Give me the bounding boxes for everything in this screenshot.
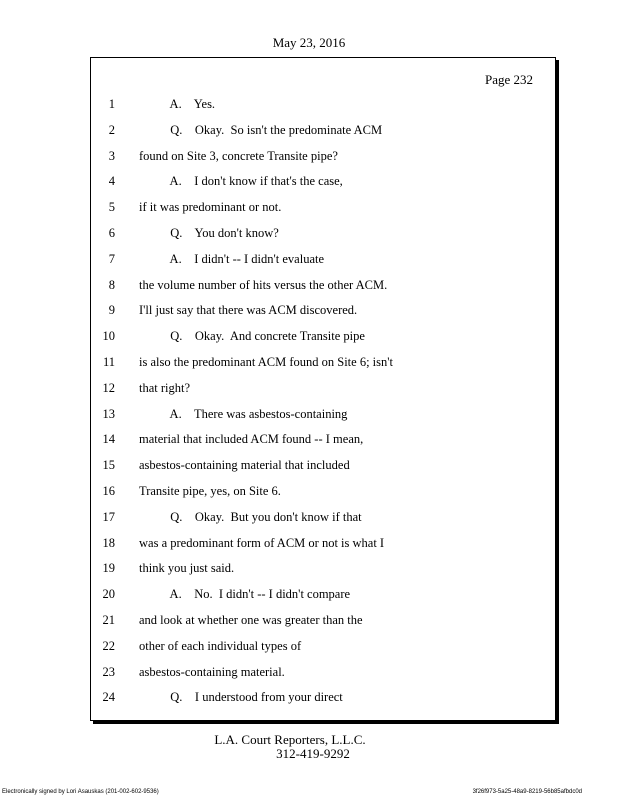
line-text: Q. I understood from your direct bbox=[139, 690, 343, 705]
line-number: 16 bbox=[102, 484, 115, 498]
line-number: 23 bbox=[102, 664, 115, 679]
line-text: I'll just say that there was ACM discovered. bbox=[139, 303, 358, 318]
transcript-page-frame bbox=[90, 57, 556, 721]
line-text: A. There was asbestos-containing bbox=[139, 406, 348, 421]
transcript-line bbox=[91, 636, 555, 656]
line-number: 2 bbox=[108, 122, 115, 137]
line-text: Q. Okay. And concrete Transite pipe bbox=[139, 329, 365, 344]
transcript-line bbox=[91, 300, 555, 320]
transcript-line bbox=[91, 378, 555, 398]
line-text: think you just said. bbox=[139, 561, 235, 576]
line-number: 5 bbox=[108, 200, 115, 215]
line-text: that right? bbox=[139, 380, 191, 395]
line-text: A. I don't know if that's the case, bbox=[139, 174, 343, 189]
line-number: 14 bbox=[102, 432, 115, 447]
line-number: 1 bbox=[108, 97, 115, 111]
line-number: 21 bbox=[102, 613, 115, 627]
line-number: 22 bbox=[102, 638, 115, 653]
electronic-signature-note: Electronically signed by Lori Asauskas (201-002-602-9536) bbox=[2, 789, 159, 795]
line-text: the volume number of hits versus the other ACM. bbox=[139, 277, 388, 292]
court-reporter-phone: 312-419-9292 bbox=[276, 746, 350, 761]
line-number: 10 bbox=[102, 329, 115, 344]
transcript-line bbox=[91, 249, 555, 269]
page-number: Page 232 bbox=[484, 72, 533, 87]
transcript-line bbox=[91, 558, 555, 578]
line-number: 12 bbox=[102, 380, 115, 395]
transcript-line bbox=[91, 197, 555, 217]
transcript-line bbox=[91, 662, 555, 682]
transcript-line bbox=[91, 584, 555, 604]
line-text: Q. Okay. So isn't the predominate ACM bbox=[139, 122, 383, 137]
transcript-line bbox=[91, 171, 555, 191]
court-reporter-name: L.A. Court Reporters, L.L.C. bbox=[214, 732, 366, 747]
line-text: other of each individual types of bbox=[139, 638, 302, 653]
line-number: 13 bbox=[102, 406, 115, 421]
transcript-line bbox=[91, 507, 555, 527]
line-text: found on Site 3, concrete Transite pipe? bbox=[139, 148, 338, 163]
transcript-line bbox=[91, 223, 555, 243]
line-number: 18 bbox=[102, 535, 115, 550]
line-text: asbestos-containing material that included bbox=[139, 458, 350, 473]
line-number: 3 bbox=[108, 148, 115, 163]
line-number: 4 bbox=[108, 174, 115, 189]
line-number: 6 bbox=[108, 226, 115, 240]
line-number: 7 bbox=[108, 251, 115, 266]
line-text: Transite pipe, yes, on Site 6. bbox=[139, 484, 281, 498]
line-number: 9 bbox=[108, 303, 115, 318]
line-text: if it was predominant or not. bbox=[139, 200, 282, 215]
transcript-line bbox=[91, 275, 555, 295]
line-text: A. I didn't -- I didn't evaluate bbox=[139, 251, 325, 266]
line-number: 20 bbox=[102, 587, 115, 602]
line-number: 24 bbox=[102, 690, 115, 705]
transcript-line bbox=[91, 429, 555, 449]
line-text: A. Yes. bbox=[139, 97, 216, 111]
document-hash: 3f26f973-5a25-48a9-8219-56b85afbdc0d bbox=[472, 789, 582, 795]
transcript-line bbox=[91, 533, 555, 553]
transcript-line bbox=[91, 404, 555, 424]
transcript-line bbox=[91, 610, 555, 630]
transcript-date: May 23, 2016 bbox=[272, 35, 346, 50]
line-number: 19 bbox=[102, 561, 115, 576]
line-number: 8 bbox=[108, 277, 115, 292]
line-text: asbestos-containing material. bbox=[139, 664, 285, 679]
line-text: is also the predominant ACM found on Site 6; isn't bbox=[139, 355, 393, 369]
line-text: Q. You don't know? bbox=[139, 226, 279, 240]
transcript-line bbox=[91, 352, 555, 372]
transcript-line bbox=[91, 146, 555, 166]
transcript-line bbox=[91, 455, 555, 475]
line-text: A. No. I didn't -- I didn't compare bbox=[139, 587, 351, 602]
line-number: 11 bbox=[102, 355, 115, 369]
transcript-line bbox=[91, 120, 555, 140]
transcript-line bbox=[91, 326, 555, 346]
line-text: Q. Okay. But you don't know if that bbox=[139, 509, 362, 524]
line-number: 15 bbox=[102, 458, 115, 473]
transcript-line bbox=[91, 687, 555, 707]
line-number: 17 bbox=[102, 509, 115, 524]
transcript-line bbox=[91, 94, 555, 114]
line-text: material that included ACM found -- I mean, bbox=[139, 432, 364, 447]
transcript-line bbox=[91, 481, 555, 501]
line-text: was a predominant form of ACM or not is what I bbox=[139, 535, 385, 550]
line-text: and look at whether one was greater than the bbox=[139, 613, 363, 627]
